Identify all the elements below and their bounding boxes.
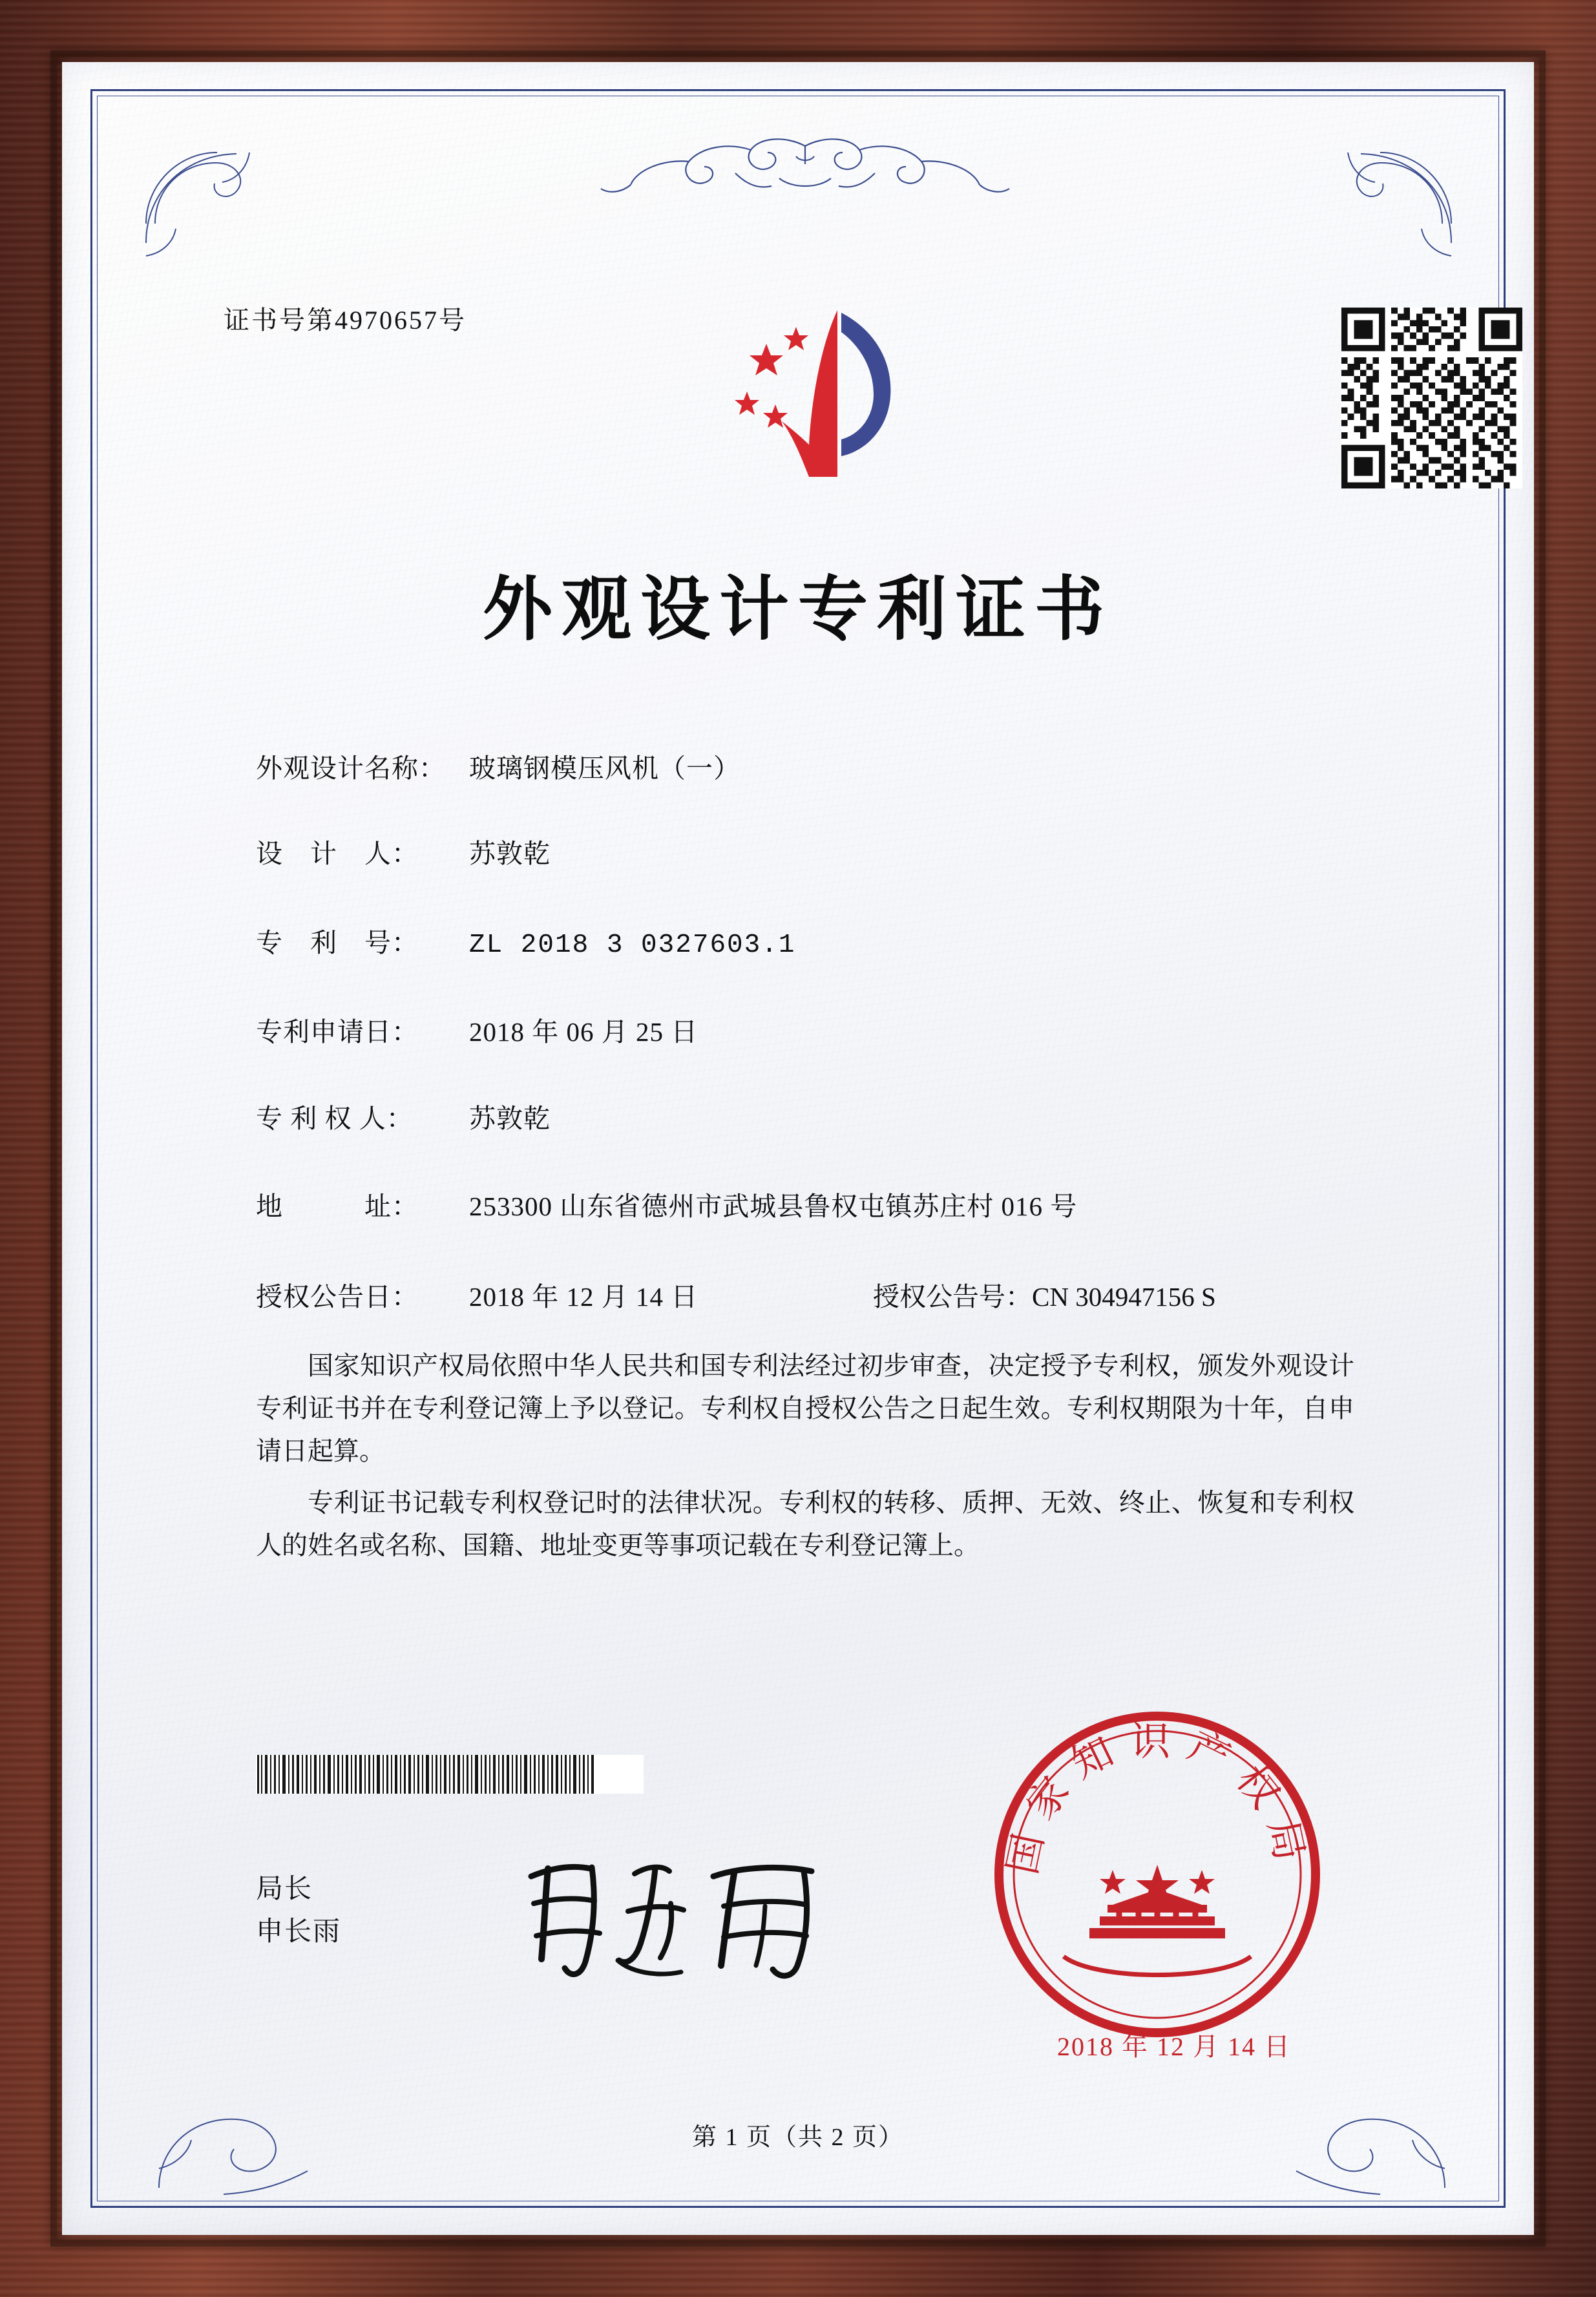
field-value-address: 253300 山东省德州市武城县鲁权屯镇苏庄村 016 号	[469, 1191, 1078, 1221]
signature-title: 局长	[256, 1874, 313, 1904]
field-grant-publication-date	[256, 1275, 698, 1314]
field-value-application-date: 2018 年 06 月 25 日	[469, 1017, 698, 1047]
field-value-designer: 苏敦乾	[469, 839, 551, 868]
field-patentee	[256, 1097, 551, 1135]
handwritten-signature	[508, 1839, 870, 1988]
legal-paragraph-2: 专利证书记载专利权登记时的法律状况。专利权的转移、质押、无效、终止、恢复和专利权人的姓名或名称、国籍、地址变更等事项记载在专利登记簿上。	[256, 1488, 1354, 1560]
field-label-grant-publication-date: 授权公告日：	[256, 1282, 419, 1312]
field-label-application-date: 专利申请日：	[256, 1017, 419, 1047]
certificate-number: 证书号第4970657号	[224, 306, 467, 335]
legal-paragraph-1: 国家知识产权局依照中华人民共和国专利法经过初步审查，决定授予专利权，颁发外观设计专利证书并在专利登记簿上予以登记。专利权自授权公告之日起生效。专利权期限为十年，自申请日起算。	[256, 1351, 1354, 1465]
cnipa-logo-icon	[728, 301, 934, 488]
field-label-patentee: 专 利 权 人：	[256, 1104, 414, 1133]
field-value-patentee: 苏敦乾	[469, 1104, 551, 1133]
field-value-grant-publication-number: CN 304947156 S	[1032, 1282, 1216, 1312]
signature-name: 申长雨	[256, 1917, 342, 1947]
seal-date: 2018 年 12 月 14 日	[1057, 2032, 1291, 2061]
field-designer	[256, 832, 551, 870]
field-address	[256, 1185, 1077, 1223]
field-label-patent-number: 专 利 号：	[256, 928, 419, 958]
page-footer: 第 1 页（共 2 页）	[691, 2124, 904, 2151]
barcode	[256, 1755, 644, 1794]
field-application-date	[256, 1011, 698, 1049]
field-value-patent-number: ZL 2018 3 0327603.1	[469, 930, 796, 960]
page-title: 外观设计专利证书	[482, 569, 1113, 650]
field-patent-number	[256, 921, 795, 960]
field-design-name	[256, 747, 740, 785]
official-seal	[986, 1703, 1328, 2046]
field-label-address: 地 址：	[256, 1191, 419, 1221]
field-grant-publication-number	[873, 1275, 1216, 1314]
field-value-grant-publication-date: 2018 年 12 月 14 日	[469, 1282, 698, 1312]
field-label-design-name: 外观设计名称：	[256, 753, 446, 783]
field-value-design-name: 玻璃钢模压风机（一）	[469, 753, 740, 783]
signature-block	[256, 1868, 341, 1953]
qr-code-icon	[1341, 308, 1522, 488]
field-label-grant-publication-number: 授权公告号：	[873, 1282, 1032, 1312]
certificate-paper	[62, 62, 1534, 2235]
field-label-designer: 设 计 人：	[256, 839, 419, 868]
svg-text:国家知识产权局: 国家知识产权局	[998, 1717, 1317, 1879]
